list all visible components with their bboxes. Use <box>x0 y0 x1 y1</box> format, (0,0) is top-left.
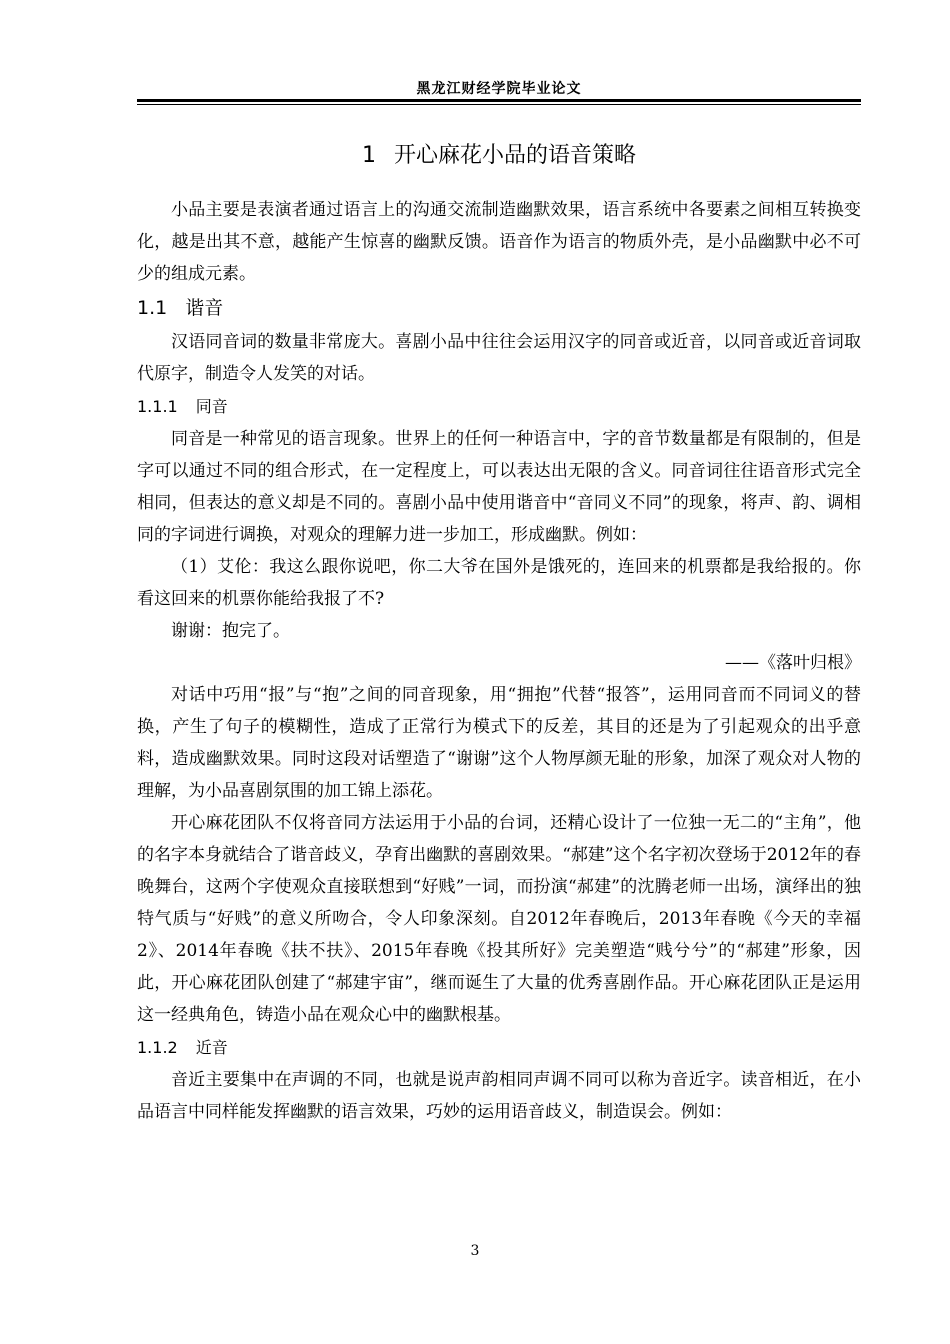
page-number: 3 <box>470 1243 480 1259</box>
section-heading-1-1 <box>137 290 861 326</box>
subsection-number: 1.1.2 <box>137 1038 178 1057</box>
chapter-title: 开心麻花小品的语音策略 <box>393 143 636 168</box>
subsection-1-1-1-paragraph-2: 对话中巧用“报”与“抱”之间的同音现象，用“拥抱”代替“报答”，运用同音而不同词义的替换，产生了句子的模糊性，造成了正常行为模式下的反差，其目的还是为了引起观众的出乎意料，造成幽默效果。同时这段对话塑造了“谢谢”这个人物厚颜无耻的形象，加深了观众对人物的理解，为小品喜剧氛围的加工锦上添花。 <box>137 685 861 801</box>
section-number: 1.1 <box>137 297 168 319</box>
page-header: 黑龙江财经学院毕业论文 <box>416 81 582 97</box>
subsection-title: 近音 <box>195 1038 228 1057</box>
chapter-number: 1 <box>361 143 376 168</box>
subsection-heading-1-1-1 <box>137 390 861 423</box>
example-source: ——《落叶归根》 <box>725 653 861 673</box>
subsection-title: 同音 <box>195 397 228 416</box>
page-body <box>137 138 861 1128</box>
intro-paragraph: 小品主要是表演者通过语言上的沟通交流制造幽默效果，语言系统中各要素之间相互转换变化，越是出其不意，越能产生惊喜的幽默反馈。语音作为语言的物质外壳，是小品幽默中必不可少的组成元素。 <box>137 200 861 284</box>
example-dialogue-line-2: 谢谢：抱完了。 <box>171 621 290 641</box>
header-rule-thin <box>137 104 861 105</box>
example-dialogue-line-1: （1）艾伦：我这么跟你说吧，你二大爷在国外是饿死的，连回来的机票都是我给报的。你看这回来的机票你能给我报了不? <box>137 557 861 609</box>
subsection-heading-1-1-2 <box>137 1031 861 1064</box>
section-1-1-paragraph: 汉语同音词的数量非常庞大。喜剧小品中往往会运用汉字的同音或近音，以同音或近音词取代原字，制造令人发笑的对话。 <box>137 332 861 384</box>
chapter-heading <box>137 138 861 174</box>
subsection-1-1-1-paragraph-1: 同音是一种常见的语言现象。世界上的任何一种语言中，字的音节数量都是有限制的，但是字可以通过不同的组合形式，在一定程度上，可以表达出无限的含义。同音词往往语音形式完全相同，但表达的意义却是不同的。喜剧小品中使用谐音中“音同义不同”的现象，将声、韵、调相同的字词进行调换，对观众的理解力进一步加工，形成幽默。例如： <box>137 429 861 545</box>
section-title: 谐音 <box>185 297 224 319</box>
header-rule-thick <box>137 99 861 102</box>
subsection-1-1-2-paragraph: 音近主要集中在声调的不同，也就是说声韵相同声调不同可以称为音近字。读音相近，在小品语言中同样能发挥幽默的语言效果，巧妙的运用语音歧义，制造误会。例如： <box>137 1070 861 1122</box>
subsection-number: 1.1.1 <box>137 397 178 416</box>
subsection-1-1-1-paragraph-3: 开心麻花团队不仅将音同方法运用于小品的台词，还精心设计了一位独一无二的“主角”，他的名字本身就结合了谐音歧义，孕育出幽默的喜剧效果。“郝建”这个名字初次登场于2012年的春晚舞台，这两个字使观众直接联想到“好贱”一词，而扮演“郝建”的沈腾老师一出场，演绎出的独特气质与“好贱”的意义所吻合，令人印象深刻。自2012年春晚后，2013年春晚《今天的幸福2》、2014年春晚《扶不扶》、2015年春晚《投其所好》完美塑造“贱兮兮”的“郝建”形象，因此，开心麻花团队创建了“郝建宇宙”，继而诞生了大量的优秀喜剧作品。开心麻花团队正是运用这一经典角色，铸造小品在观众心中的幽默根基。 <box>137 813 861 1025</box>
